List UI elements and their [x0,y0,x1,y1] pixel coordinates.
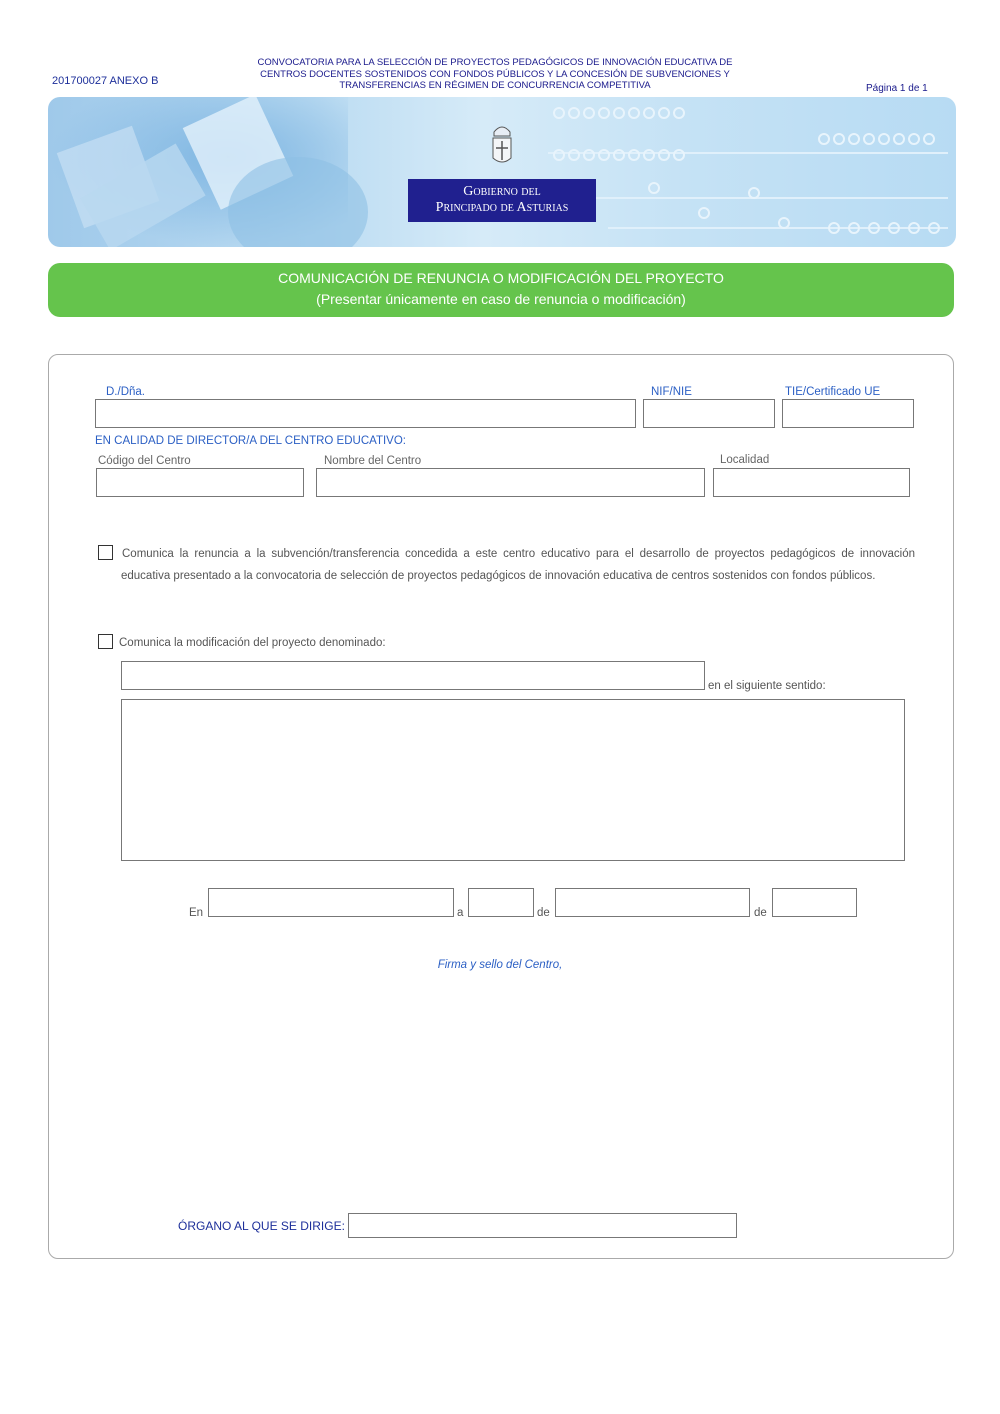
convocatoria-line: CONVOCATORIA PARA LA SELECCIÓN DE PROYECTOS PEDAGÓGICOS DE INNOVACIÓN EDUCATIVA DE [257,57,733,68]
nif-label: NIF/NIE [651,386,692,398]
form-subtitle: (Presentar únicamente en caso de renuncia o modificación) [316,291,686,307]
page-number: Página 1 de 1 [866,83,928,94]
form-title-banner [48,263,954,317]
sentido-textarea[interactable] [121,699,905,861]
de-label: de [754,907,767,919]
codigo-input[interactable] [96,468,304,497]
document-code: 201700027 ANEXO B [52,75,159,87]
header-banner-image [48,97,956,247]
nif-input[interactable] [643,399,775,428]
dia-input[interactable] [468,888,534,917]
anio-input[interactable] [772,888,857,917]
renuncia-checkbox[interactable] [98,545,113,560]
convocatoria-title [230,57,760,92]
a-label: a [457,907,464,919]
logo-text: Gobierno del [463,184,541,199]
form-title: COMUNICACIÓN DE RENUNCIA O MODIFICACIÓN DEL PROYECTO [278,270,724,286]
organo-label: ÓRGANO AL QUE SE DIRIGE: [178,1219,345,1233]
nombre-input[interactable] [316,468,705,497]
asturias-crest-icon [490,122,514,166]
codigo-label: Código del Centro [98,455,191,467]
tie-input[interactable] [782,399,914,428]
tie-label: TIE/Certificado UE [785,386,881,398]
organo-input[interactable] [348,1213,737,1238]
gobierno-asturias-logo [408,179,596,222]
nombre-label: Nombre del Centro [324,455,422,467]
dna-label: D./Dña. [106,386,145,398]
modificacion-text: Comunica la modificación del proyecto denominado: [119,637,386,649]
sentido-label: en el siguiente sentido: [708,680,826,692]
logo-text: Principado de Asturias [435,200,569,215]
mes-input[interactable] [555,888,750,917]
modificacion-checkbox[interactable] [98,634,113,649]
dna-input[interactable] [95,399,636,428]
renuncia-text: Comunica la renuncia a la subvención/transferencia concedida a este centro educativo para el desarrollo de proyectos pedagógicos de innovación educativa presentado a la convocatoria de selección de proyectos pedagógicos de innovación educativa de centros sostenidos con fondos públicos. [121,548,915,582]
calidad-heading: EN CALIDAD DE DIRECTOR/A DEL CENTRO EDUCATIVO: [95,435,406,447]
en-label: En [189,907,204,919]
lugar-input[interactable] [208,888,454,917]
localidad-label: Localidad [720,454,770,466]
proyecto-input[interactable] [121,661,705,690]
de-label: de [537,907,550,919]
firma-label: Firma y sello del Centro, [437,959,563,971]
convocatoria-line: CENTROS DOCENTES SOSTENIDOS CON FONDOS PÚBLICOS Y LA CONCESIÓN DE SUBVENCIONES Y [260,68,730,80]
localidad-input[interactable] [713,468,910,497]
convocatoria-line: TRANSFERENCIAS EN RÉGIMEN DE CONCURRENCIA COMPETITIVA [339,80,651,91]
